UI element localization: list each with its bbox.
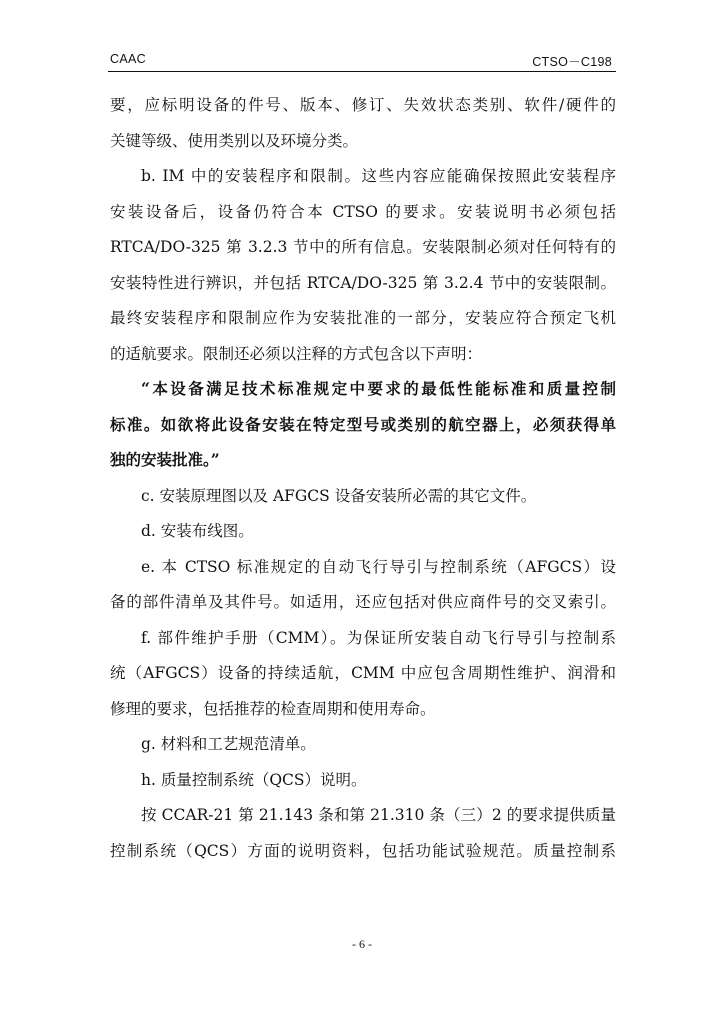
text-line: 关键等级、使用类别以及环境分类。 <box>110 131 359 150</box>
quoted-statement-line: “本设备满足技术标准规定中要求的最低性能标准和质量控制 <box>141 379 616 398</box>
text-line: f. 部件维护手册（CMM）。为保证所安装自动飞行导引与控制系 <box>141 628 616 647</box>
quoted-statement-line: 标准。如欲将此设备安装在特定型号或类别的航空器上，必须获得单 <box>110 414 616 434</box>
document-body <box>110 90 616 871</box>
text-line: 的适航要求。限制还必须以注释的方式包含以下声明： <box>110 344 483 363</box>
header-left: CAAC <box>110 52 146 66</box>
text-line: 安装设备后，设备仍符合本 CTSO 的要求。安装说明书必须包括 <box>110 202 616 221</box>
text-line: RTCA/DO-325 第 3.2.3 节中的所有信息。安装限制必须对任何特有的 <box>110 238 616 256</box>
header-right: CTSO－C198 <box>532 55 612 69</box>
text-line: 最终安装程序和限制应作为安装批准的一部分，安装应符合预定飞机 <box>110 309 616 327</box>
text-line: b. IM 中的安装程序和限制。这些内容应能确保按照此安装程序 <box>141 167 616 185</box>
quoted-statement-line: 独的安装批准。” <box>110 450 220 469</box>
text-line: 统（AFGCS）设备的持续适航，CMM 中应包含周期性维护、润滑和 <box>110 664 616 682</box>
header-rule <box>108 71 616 72</box>
text-line: 要，应标明设备的件号、版本、修订、失效状态类别、软件/硬件的 <box>110 96 616 114</box>
text-line: g. 材料和工艺规范清单。 <box>141 735 316 753</box>
text-line: 按 CCAR-21 第 21.143 条和第 21.310 条（三）2 的要求提供质量 <box>141 806 616 824</box>
text-line: h. 质量控制系统（QCS）说明。 <box>141 770 367 789</box>
text-line: c. 安装原理图以及 AFGCS 设备安装所必需的其它文件。 <box>141 486 537 505</box>
text-line: 安装特性进行辨识，并包括 RTCA/DO-325 第 3.2.4 节中的安装限制。 <box>110 273 616 292</box>
text-line: 备的部件清单及其件号。如适用，还应包括对供应商件号的交叉索引。 <box>110 593 616 611</box>
text-line: 修理的要求，包括推荐的检查周期和使用寿命。 <box>110 699 436 718</box>
text-line: 控制系统（QCS）方面的说明资料，包括功能试验规范。质量控制系 <box>110 841 616 860</box>
text-line: d. 安装布线图。 <box>141 522 254 540</box>
text-line: e. 本 CTSO 标准规定的自动飞行导引与控制系统（AFGCS）设 <box>141 557 616 576</box>
page-number: - 6 - <box>352 937 372 951</box>
